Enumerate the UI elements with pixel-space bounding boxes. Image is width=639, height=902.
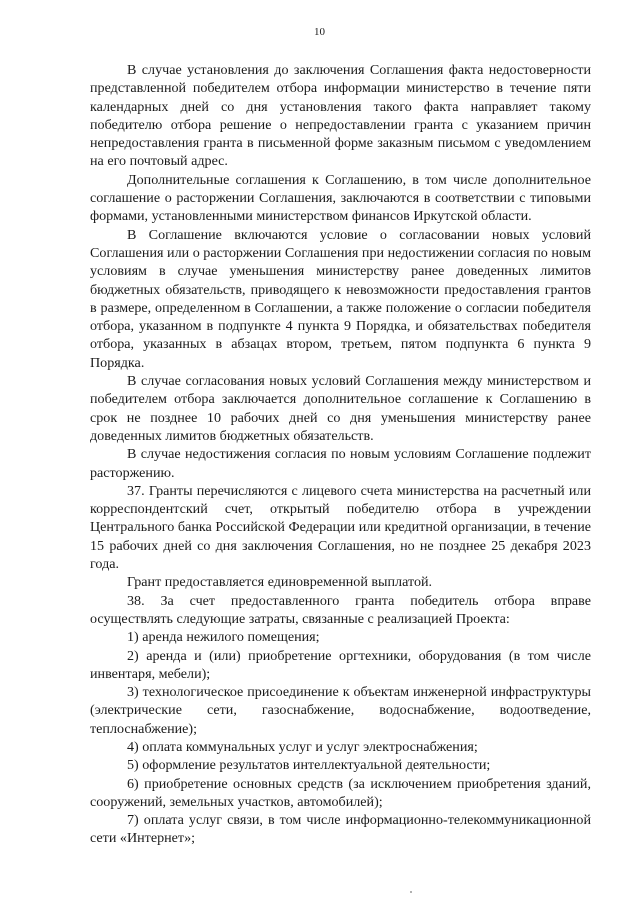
list-item: 7) оплата услуг связи, в том числе информационно-телекоммуникационной сети «Интернет»; (90, 812, 591, 847)
list-item: 4) оплата коммунальных услуг и услуг электроснабжения; (127, 738, 478, 755)
paragraph: В Соглашение включаются условие о согласовании новых условий Соглашения или о расторжении Соглашения при недостижении согласия по новым условиям в случае уменьшения министерству ранее доведенных лимитов бюджетных обязательств, приводящего к невозможности предоставления грантов в размере, определенном в Соглашении, а также положение о согласии победителя отбора, указанном в подпункте 4 пункта 9 Порядка, и обязательствах победителя отбора, указанных в абзацах втором, третьем, пятом подпункта 6 пункта 9 Порядка. (90, 226, 591, 371)
list-item: 3) технологическое присоединение к объектам инженерной инфраструктуры (электрические сети, газоснабжение, водоснабжение, водоотведение, теплоснабжение); (90, 684, 591, 737)
paragraph: В случае недостижения согласия по новым условиям Соглашение подлежит расторжению. (90, 446, 591, 481)
paragraph: В случае согласования новых условий Соглашения между министерством и победителем отбора заключается дополнительное соглашение к Соглашению в срок не позднее 10 рабочих дней со дня уменьшения министерству ранее доведенных лимитов бюджетных обязательств. (90, 373, 591, 444)
paragraph: В случае установления до заключения Соглашения факта недостоверности представленной победителем отбора информации министерство в течение пяти календарных дней со дня установления такого факта направляет такому победителю отбора решение о непредоставлении гранта с указанием причин непредоставления гранта в письменной форме заказным письмом с уведомлением на его почтовый адрес. (90, 62, 591, 170)
list-item: 5) оформление результатов интеллектуальной деятельности; (127, 757, 491, 774)
paragraph: Дополнительные соглашения к Соглашению, в том числе дополнительное соглашение о расторжении Соглашения, заключаются в соответствии с типовыми формами, установленными министерством финансов Иркутской области. (90, 171, 591, 225)
paragraph: Грант предоставляется единовременной выплатой. (127, 574, 433, 591)
list-item: 1) аренда нежилого помещения; (127, 629, 320, 646)
paragraph: 38. За счет предоставленного гранта победитель отбора вправе осуществлять следующие затраты, связанные с реализацией Проекта: (90, 592, 591, 627)
paragraph: 37. Гранты перечисляются с лицевого счета министерства на расчетный или корреспондентский счет, открытый победителю отбора в учреждении Центрального банка Российской Федерации или кредитной организации, в течение 15 рабочих дней со дня заключения Соглашения, но не позднее 25 декабря 2023 года. (90, 482, 591, 573)
list-item: 2) аренда и (или) приобретение оргтехники, оборудования (в том числе инвентаря, мебели); (90, 647, 591, 682)
list-item: 6) приобретение основных средств (за исключением приобретения зданий, сооружений, земельных участков, автомобилей); (90, 775, 591, 810)
document-body (90, 61, 591, 848)
scan-speck (410, 891, 412, 893)
page-number: 10 (314, 26, 325, 38)
